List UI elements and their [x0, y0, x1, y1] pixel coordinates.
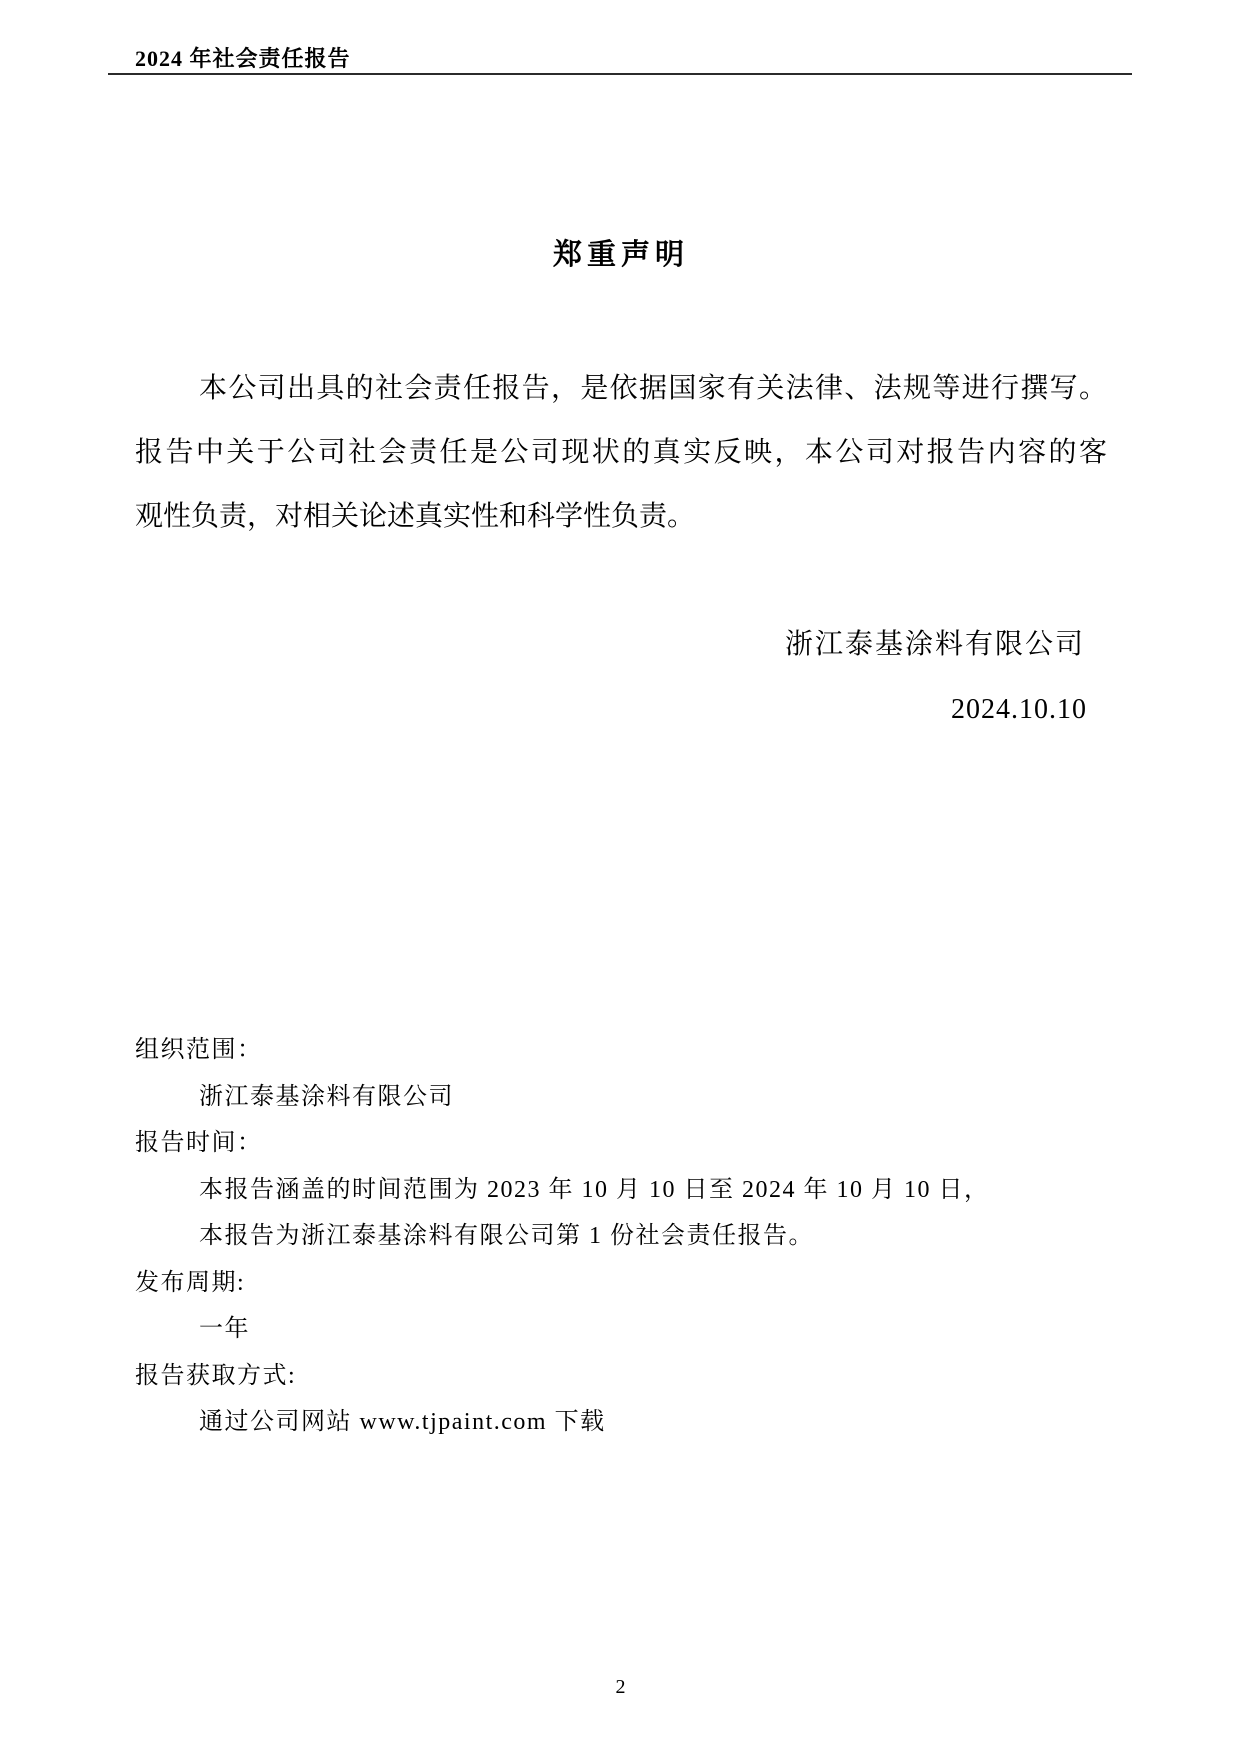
- paragraph-line-3: 观性负责，对相关论述真实性和科学性负责。: [135, 501, 696, 532]
- meta-value-organization-scope: 浙江泰基涂料有限公司: [199, 1083, 454, 1110]
- header-title: 2024 年社会责任报告: [135, 46, 351, 71]
- meta-label-access-method: 报告获取方式:: [135, 1362, 297, 1389]
- paragraph-line-2: 报告中关于公司社会责任是公司现状的真实反映，本公司对报告内容的客: [135, 437, 1107, 468]
- meta-label-organization-scope: 组织范围：: [135, 1037, 263, 1063]
- meta-value-access-method: 通过公司网站 www.tjpaint.com 下载: [199, 1409, 606, 1435]
- meta-label-publish-cycle: 发布周期:: [135, 1269, 246, 1296]
- report-meta-block: [135, 1027, 1107, 1446]
- meta-value-report-period-range: 本报告涵盖的时间范围为 2023 年 10 月 10 日至 2024 年 10 月 10 日，: [199, 1176, 990, 1203]
- declaration-paragraph: [135, 357, 1107, 549]
- paragraph-line-1: 本公司出具的社会责任报告，是依据国家有关法律、法规等进行撰写。: [199, 373, 1107, 404]
- signature-date: 2024.10.10: [951, 694, 1087, 725]
- page-number: 2: [615, 1676, 626, 1698]
- declaration-title: 郑重声明: [552, 239, 689, 271]
- header-rule: [108, 73, 1132, 75]
- meta-label-report-period: 报告时间：: [135, 1130, 263, 1156]
- meta-value-report-edition: 本报告为浙江泰基涂料有限公司第 1 份社会责任报告。: [199, 1223, 814, 1249]
- meta-value-publish-cycle: 一年: [199, 1316, 250, 1342]
- signature-company-name: 浙江泰基涂料有限公司: [784, 629, 1085, 660]
